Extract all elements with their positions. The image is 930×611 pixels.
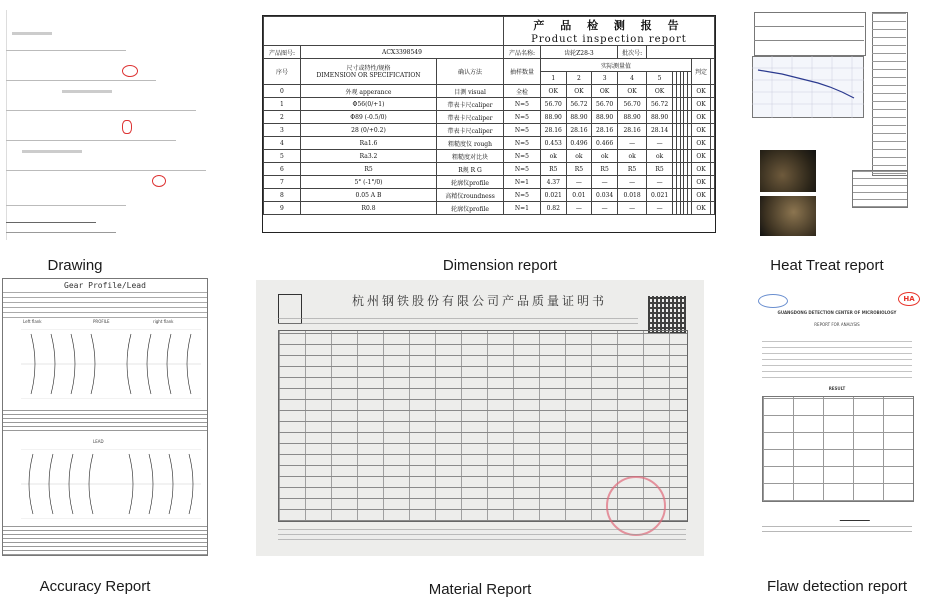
material-report-thumbnail[interactable] [256, 280, 704, 556]
row-remark [711, 124, 715, 137]
row-value: 56.70 [540, 98, 566, 111]
flaw-emblem [758, 294, 788, 308]
lead-chart [21, 449, 201, 519]
caption-material-report: Material Report [428, 581, 532, 598]
caption-dimension-report: Dimension report [442, 257, 558, 274]
row-no: 9 [264, 202, 301, 215]
row-value: 0.466 [592, 137, 618, 150]
row-value: 28.14 [647, 124, 673, 137]
header-actual: 实际测量值 [540, 59, 691, 72]
row-judge: OK [691, 163, 710, 176]
row-value: 88.90 [647, 111, 673, 124]
row-spec: R0.8 [300, 202, 436, 215]
row-spec: 28 (0/+0.2) [300, 124, 436, 137]
caption-drawing: Drawing [47, 257, 103, 274]
row-value: R5 [592, 163, 618, 176]
row-value: 56.72 [647, 98, 673, 111]
row-method: 带表卡尺caliper [437, 98, 504, 111]
row-value: 56.72 [566, 98, 592, 111]
header-method: 确认方法 [437, 59, 504, 85]
dimension-row [264, 189, 715, 202]
dimension-title-cn: 产 品 检 测 报 告 [504, 17, 715, 34]
caption-flaw-report: Flaw detection report [766, 578, 908, 595]
row-method: 带表卡尺caliper [437, 111, 504, 124]
micrograph-photo [760, 150, 816, 192]
qr-code [648, 296, 686, 334]
row-value: — [617, 202, 646, 215]
caption-accuracy-report: Accuracy Report [39, 578, 151, 595]
row-value: R5 [617, 163, 646, 176]
row-value: 28.16 [566, 124, 592, 137]
row-no: 5 [264, 150, 301, 163]
dimension-row [264, 137, 715, 150]
row-no: 6 [264, 163, 301, 176]
dimension-row [264, 150, 715, 163]
row-remark [711, 163, 715, 176]
row-value: ok [540, 150, 566, 163]
header-judge: 判定 [691, 59, 710, 85]
row-judge: OK [691, 85, 710, 98]
row-value: 0.496 [566, 137, 592, 150]
row-remark [711, 111, 715, 124]
row-remark [711, 137, 715, 150]
row-value: OK [566, 85, 592, 98]
flaw-signature [840, 508, 875, 521]
row-no: 7 [264, 176, 301, 189]
header-no: 序号 [264, 59, 301, 85]
row-value: 0.021 [540, 189, 566, 202]
row-value: 0.82 [540, 202, 566, 215]
right-flank-label: right flank [153, 319, 174, 324]
row-value: OK [540, 85, 566, 98]
row-value: — [617, 176, 646, 189]
dimension-row [264, 202, 715, 215]
dimension-report-thumbnail[interactable] [262, 15, 716, 233]
row-value: — [592, 202, 618, 215]
row-method: 目测 visual [437, 85, 504, 98]
flaw-center-name: GUANGDONG DETECTION CENTER OF MICROBIOLOGY [777, 310, 897, 315]
row-value: ok [592, 150, 618, 163]
flaw-sheet [752, 290, 922, 544]
row-method: 高精仪roundness [437, 189, 504, 202]
row-spec: Φ89 (-0.5/0) [300, 111, 436, 124]
sample-col: 3 [592, 72, 618, 85]
row-value: 56.70 [617, 98, 646, 111]
heat-treat-report-thumbnail[interactable] [746, 8, 910, 236]
dimension-row [264, 176, 715, 189]
row-method: 轮廓仪profile [437, 202, 504, 215]
row-judge: OK [691, 202, 710, 215]
row-value: R5 [540, 163, 566, 176]
header-spec: 尺寸或特性/规格 [346, 64, 391, 72]
dimension-row [264, 124, 715, 137]
dimension-row [264, 111, 715, 124]
row-value: — [592, 176, 618, 189]
caption-heat-treat-report: Heat Treat report [770, 257, 884, 274]
material-title: 杭州钢铁股份有限公司产品质量证明书 [352, 294, 608, 308]
row-freq: N=5 [504, 124, 541, 137]
row-freq: N=5 [504, 111, 541, 124]
row-remark [711, 202, 715, 215]
row-value: 56.70 [592, 98, 618, 111]
row-no: 3 [264, 124, 301, 137]
row-remark [711, 189, 715, 202]
row-judge: OK [691, 124, 710, 137]
row-value: OK [617, 85, 646, 98]
row-no: 2 [264, 111, 301, 124]
row-no: 8 [264, 189, 301, 202]
row-method: 轮廓仪profile [437, 176, 504, 189]
drawing-thumbnail[interactable] [2, 10, 208, 240]
flaw-result-label: RESULT [828, 386, 846, 391]
row-method: 带表卡尺caliper [437, 124, 504, 137]
row-value: 0.034 [592, 189, 618, 202]
heat-treat-sheet [746, 8, 910, 236]
sample-col: 4 [617, 72, 646, 85]
row-value: ok [647, 150, 673, 163]
row-freq: N=5 [504, 137, 541, 150]
drawing-no-label: 产品图号: [264, 46, 301, 59]
row-value: R5 [647, 163, 673, 176]
row-value: ok [566, 150, 592, 163]
row-no: 4 [264, 137, 301, 150]
row-value: 28.16 [592, 124, 618, 137]
left-flank-label: Left flank [23, 319, 42, 324]
row-judge: OK [691, 111, 710, 124]
row-value: — [647, 137, 673, 150]
row-value: — [566, 202, 592, 215]
row-value: 88.90 [617, 111, 646, 124]
row-freq: N=1 [504, 202, 541, 215]
sample-col: 1 [540, 72, 566, 85]
product-name-label: 产品名称: [504, 46, 541, 59]
row-value: — [647, 176, 673, 189]
micrograph-photo [760, 196, 816, 236]
accuracy-report-thumbnail[interactable] [2, 278, 208, 556]
row-spec: R5 [300, 163, 436, 176]
row-freq: 全检 [504, 85, 541, 98]
row-value: 0.01 [566, 189, 592, 202]
dimension-row [264, 98, 715, 111]
row-spec: Ra1.6 [300, 137, 436, 150]
row-value: OK [592, 85, 618, 98]
row-value: 28.16 [540, 124, 566, 137]
dimension-title-en: Product inspection report [504, 33, 715, 46]
row-spec: Φ56(0/+1) [300, 98, 436, 111]
row-remark [711, 98, 715, 111]
row-spec: 0.05 A B [300, 189, 436, 202]
row-freq: N=5 [504, 150, 541, 163]
accuracy-sheet [2, 278, 208, 556]
row-value: R5 [566, 163, 592, 176]
batch-label: 批次号: [617, 46, 646, 59]
row-freq: N=1 [504, 176, 541, 189]
row-judge: OK [691, 150, 710, 163]
flaw-detection-report-thumbnail[interactable] [752, 290, 922, 544]
row-method: R规 R G [437, 163, 504, 176]
sample-col: 5 [647, 72, 673, 85]
row-value: 4.37 [540, 176, 566, 189]
sample-col: 2 [566, 72, 592, 85]
row-value: 0.018 [617, 189, 646, 202]
row-value: 0.021 [647, 189, 673, 202]
row-value: — [617, 137, 646, 150]
dimension-row [264, 163, 715, 176]
drawing-sheet [2, 10, 208, 240]
row-spec: 外观 apperance [300, 85, 436, 98]
dimension-row [264, 85, 715, 98]
profile-chart [21, 329, 201, 399]
flaw-logo: HA [898, 292, 920, 306]
header-spec-en: DIMENSION OR SPECIFICATION [316, 71, 421, 79]
row-judge: OK [691, 176, 710, 189]
row-judge: OK [691, 189, 710, 202]
row-value: 0.453 [540, 137, 566, 150]
row-method: 粗糙度仪 rough [437, 137, 504, 150]
lead-label: LEAD [93, 439, 104, 444]
row-spec: Ra3.2 [300, 150, 436, 163]
hardness-chart [752, 56, 864, 118]
header-freq: 抽样数量 [504, 59, 541, 85]
row-freq: N=5 [504, 163, 541, 176]
drawing-no-value: ACX3398549 [300, 46, 503, 59]
row-freq: N=5 [504, 189, 541, 202]
row-freq: N=5 [504, 98, 541, 111]
row-value: 28.16 [617, 124, 646, 137]
row-value: 88.90 [566, 111, 592, 124]
dimension-report-sheet [262, 15, 716, 233]
row-value: 88.90 [592, 111, 618, 124]
accuracy-title: Gear Profile/Lead [64, 281, 146, 290]
row-method: 粗糙度对比块 [437, 150, 504, 163]
row-spec: 5° (-1°/0) [300, 176, 436, 189]
row-value: OK [647, 85, 673, 98]
flaw-report-title: REPORT FOR ANALYSIS [814, 322, 860, 327]
row-no: 0 [264, 85, 301, 98]
row-remark [711, 85, 715, 98]
flaw-result-table [762, 396, 914, 502]
row-value: — [647, 202, 673, 215]
profile-label: PROFILE [93, 319, 110, 324]
material-sheet [256, 280, 704, 556]
row-judge: OK [691, 137, 710, 150]
row-remark [711, 176, 715, 189]
row-remark [711, 150, 715, 163]
row-no: 1 [264, 98, 301, 111]
row-value: — [566, 176, 592, 189]
product-name-value: 齿轮Z28-3 [540, 46, 617, 59]
row-value: 88.90 [540, 111, 566, 124]
row-value: ok [617, 150, 646, 163]
row-judge: OK [691, 98, 710, 111]
